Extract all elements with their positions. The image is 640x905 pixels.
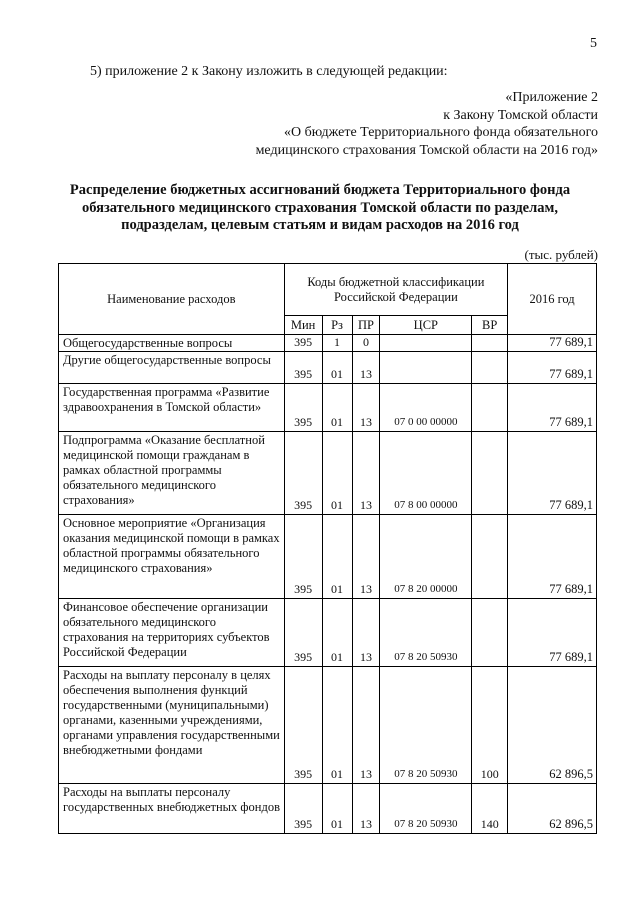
row-rz: 01: [322, 352, 352, 384]
row-vr: [472, 432, 508, 515]
header-pr: ПР: [352, 316, 380, 335]
row-name: Государственная программа «Развитие здравоохранения в Томской области»: [59, 384, 285, 432]
row-csr: 07 8 20 50930: [380, 667, 472, 784]
row-pr: 13: [352, 667, 380, 784]
row-rz: 01: [322, 599, 352, 667]
table-row: [59, 667, 597, 784]
row-pr: 13: [352, 432, 380, 515]
row-name: Финансовое обеспечение организации обязательного медицинского страхования на территориях субъектов Российской Федерации: [59, 599, 285, 667]
row-amount: 62 896,5: [508, 784, 597, 834]
row-pr: 13: [352, 352, 380, 384]
table-row: [59, 784, 597, 834]
row-name: Другие общегосударственные вопросы: [59, 352, 285, 384]
appendix-line: «О бюджете Территориального фонда обязательного: [284, 125, 598, 140]
row-rz: 01: [322, 432, 352, 515]
row-rz: 01: [322, 384, 352, 432]
row-csr: [380, 335, 472, 352]
table-body: [59, 335, 597, 834]
row-name: Расходы на выплаты персоналу государственных внебюджетных фондов: [59, 784, 285, 834]
appendix-line: медицинского страхования Томской области на 2016 год»: [255, 142, 598, 158]
row-name: Расходы на выплату персоналу в целях обеспечения выполнения функций государственными (муниципальными) органами, казенными учреждениями, органами управления государственными внебюджетными фондами: [59, 667, 285, 784]
row-vr: 140: [472, 784, 508, 834]
table-row: [59, 515, 597, 599]
row-min: 395: [284, 599, 322, 667]
header-year: 2016 год: [508, 264, 597, 335]
units-label: (тыс. рублей): [524, 247, 598, 262]
row-rz: 01: [322, 784, 352, 834]
row-min: 395: [284, 784, 322, 834]
row-amount: 77 689,1: [508, 352, 597, 384]
table-row: [59, 352, 597, 384]
row-pr: 13: [352, 515, 380, 599]
row-min: 395: [284, 335, 322, 352]
row-min: 395: [284, 352, 322, 384]
page-number: 5: [590, 36, 597, 51]
row-amount: 62 896,5: [508, 667, 597, 784]
row-min: 395: [284, 384, 322, 432]
table-row: [59, 432, 597, 515]
row-amount: 77 689,1: [508, 515, 597, 599]
row-rz: 1: [322, 335, 352, 352]
row-csr: [380, 352, 472, 384]
appendix-line: к Закону Томской области: [443, 107, 598, 123]
row-pr: 13: [352, 784, 380, 834]
row-vr: [472, 384, 508, 432]
header-rz: Рз: [322, 316, 352, 335]
table-row: [59, 384, 597, 432]
row-pr: 13: [352, 384, 380, 432]
document-title: Распределение бюджетных ассигнований бюджета Территориального фонда обязательного медицинского страхования Томской области по разделам, подразделам, целевым статьям и видам расходов на 2016 год: [69, 182, 571, 233]
table-row: [59, 335, 597, 352]
table-row: [59, 599, 597, 667]
appendix-reference: [256, 89, 598, 159]
row-csr: 07 8 20 50930: [380, 599, 472, 667]
amendment-intro: 5) приложение 2 к Закону изложить в следующей редакции:: [90, 64, 448, 79]
row-rz: 01: [322, 515, 352, 599]
row-csr: 07 8 20 50930: [380, 784, 472, 834]
row-pr: 13: [352, 599, 380, 667]
row-pr: 0: [352, 335, 380, 352]
row-amount: 77 689,1: [508, 432, 597, 515]
header-codes: Коды бюджетной классификации Российской Федерации: [284, 264, 508, 316]
header-csr: ЦСР: [380, 316, 472, 335]
row-name: Основное мероприятие «Организация оказания медицинской помощи в рамках областной программы обязательного медицинского страхования»: [59, 515, 285, 599]
row-rz: 01: [322, 667, 352, 784]
row-vr: [472, 335, 508, 352]
row-vr: 100: [472, 667, 508, 784]
table-header: [59, 264, 597, 335]
row-vr: [472, 352, 508, 384]
row-csr: 07 0 00 00000: [380, 384, 472, 432]
row-amount: 77 689,1: [508, 384, 597, 432]
header-vr: ВР: [472, 316, 508, 335]
header-min: Мин: [284, 316, 322, 335]
row-csr: 07 8 00 00000: [380, 432, 472, 515]
row-amount: 77 689,1: [508, 335, 597, 352]
row-csr: 07 8 20 00000: [380, 515, 472, 599]
header-name: Наименование расходов: [59, 264, 285, 335]
budget-table: [58, 263, 597, 834]
row-name: Общегосударственные вопросы: [59, 335, 285, 352]
row-min: 395: [284, 515, 322, 599]
row-vr: [472, 599, 508, 667]
row-vr: [472, 515, 508, 599]
row-amount: 77 689,1: [508, 599, 597, 667]
appendix-line: «Приложение 2: [505, 90, 598, 105]
row-min: 395: [284, 667, 322, 784]
row-min: 395: [284, 432, 322, 515]
row-name: Подпрограмма «Оказание бесплатной медицинской помощи гражданам в рамках областной программы обязательного медицинского страхования»: [59, 432, 285, 515]
